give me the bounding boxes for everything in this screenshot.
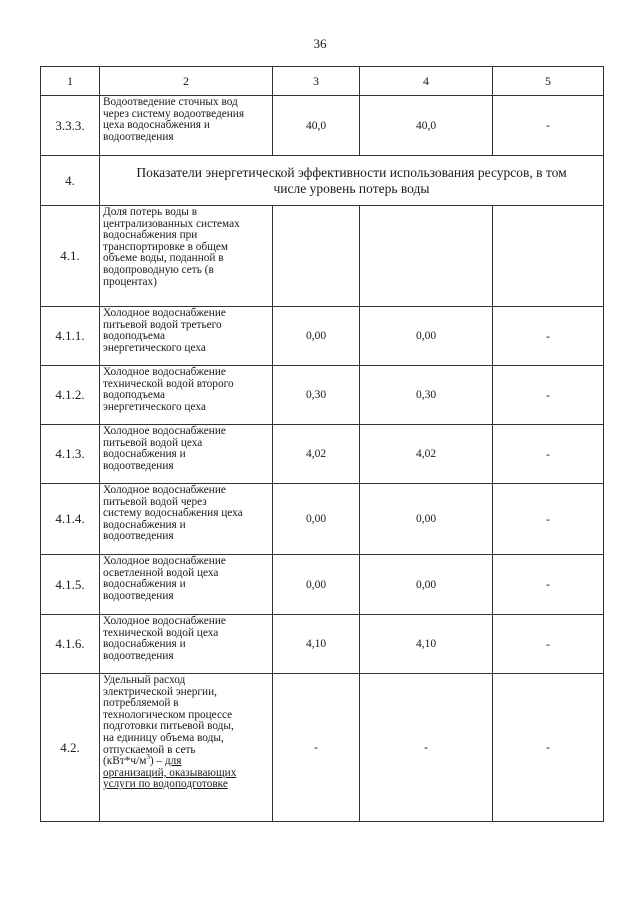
row-value-col4: 4,02 bbox=[360, 425, 493, 484]
row-description: Холодное водоснабжение питьевой водой через систему водоснабжения цеха водоснабжения и водоотведения bbox=[100, 484, 273, 555]
row-number: 4.1.3. bbox=[41, 425, 100, 484]
table-row bbox=[41, 674, 604, 822]
row-value-col3: 0,00 bbox=[273, 307, 360, 366]
row-value-col4: - bbox=[360, 674, 493, 822]
table-header-row bbox=[41, 67, 604, 96]
row-value-col5: - bbox=[493, 96, 604, 156]
table-row bbox=[41, 307, 604, 366]
row-value-col4: 0,00 bbox=[360, 307, 493, 366]
row-number: 4.1.1. bbox=[41, 307, 100, 366]
row-value-col4: 0,00 bbox=[360, 555, 493, 615]
header-col-5: 5 bbox=[493, 67, 604, 96]
table-row bbox=[41, 96, 604, 156]
row-value-col5 bbox=[493, 206, 604, 307]
superscript-3: 3 bbox=[146, 753, 150, 762]
row-value-col3: 0,00 bbox=[273, 484, 360, 555]
row-description bbox=[100, 674, 273, 822]
section-row bbox=[41, 156, 604, 206]
row-number: 4.1.2. bbox=[41, 366, 100, 425]
table-row bbox=[41, 484, 604, 555]
row-value-col3: 0,00 bbox=[273, 555, 360, 615]
page-number: 36 bbox=[313, 36, 327, 51]
row-value-col3: 4,02 bbox=[273, 425, 360, 484]
row-description-underlined: для организаций, оказывающих услуги по водоподготовке bbox=[103, 755, 237, 791]
row-value-col4: 40,0 bbox=[360, 96, 493, 156]
table-row bbox=[41, 555, 604, 615]
row-value-col3: - bbox=[273, 674, 360, 822]
indicators-table bbox=[40, 66, 604, 822]
header-col-1: 1 bbox=[41, 67, 100, 96]
row-value-col5: - bbox=[493, 484, 604, 555]
row-value-col5: - bbox=[493, 674, 604, 822]
row-description: Холодное водоснабжение питьевой водой цеха водоснабжения и водоотведения bbox=[100, 425, 273, 484]
section-number: 4. bbox=[41, 156, 100, 206]
header-col-3: 3 bbox=[273, 67, 360, 96]
table-row bbox=[41, 425, 604, 484]
table-row bbox=[41, 206, 604, 307]
row-value-col5: - bbox=[493, 425, 604, 484]
row-value-col5: - bbox=[493, 307, 604, 366]
row-value-col3: 0,30 bbox=[273, 366, 360, 425]
row-value-col3: 4,10 bbox=[273, 615, 360, 674]
row-description: Холодное водоснабжение технической водой цеха водоснабжения и водоотведения bbox=[100, 615, 273, 674]
row-description: Доля потерь воды в централизованных системах водоснабжения при транспортировке в общем объеме воды, поданной в водопроводную сеть (в процентах) bbox=[100, 206, 273, 307]
table-row bbox=[41, 366, 604, 425]
row-description: Холодное водоснабжение питьевой водой третьего водоподъема энергетического цеха bbox=[100, 307, 273, 366]
row-description: Холодное водоснабжение технической водой второго водоподъема энергетического цеха bbox=[100, 366, 273, 425]
row-number: 3.3.3. bbox=[41, 96, 100, 156]
row-value-col5: - bbox=[493, 555, 604, 615]
row-description: Холодное водоснабжение осветленной водой цеха водоснабжения и водоотведения bbox=[100, 555, 273, 615]
row-value-col5: - bbox=[493, 366, 604, 425]
row-value-col4: 4,10 bbox=[360, 615, 493, 674]
row-number: 4.1.5. bbox=[41, 555, 100, 615]
row-description-text-cont: ) – bbox=[149, 755, 165, 768]
row-value-col4 bbox=[360, 206, 493, 307]
row-description-text: Удельный расход электрической энергии, потребляемой в технологическом процессе подготовки питьевой воды, на единицу объема воды, отпускаемой в сеть (кВт*ч/м bbox=[103, 674, 234, 768]
row-value-col3 bbox=[273, 206, 360, 307]
row-value-col4: 0,00 bbox=[360, 484, 493, 555]
row-number: 4.1.4. bbox=[41, 484, 100, 555]
header-col-2: 2 bbox=[100, 67, 273, 96]
row-value-col3: 40,0 bbox=[273, 96, 360, 156]
row-number: 4.1. bbox=[41, 206, 100, 307]
header-col-4: 4 bbox=[360, 67, 493, 96]
row-value-col5: - bbox=[493, 615, 604, 674]
row-number: 4.1.6. bbox=[41, 615, 100, 674]
row-description: Водоотведение сточных вод через систему водоотведения цеха водоснабжения и водоотведения bbox=[100, 96, 273, 156]
row-number: 4.2. bbox=[41, 674, 100, 822]
table-row bbox=[41, 615, 604, 674]
section-title: Показатели энергетической эффективности использования ресурсов, в том числе уровень потерь воды bbox=[100, 156, 604, 206]
row-value-col4: 0,30 bbox=[360, 366, 493, 425]
